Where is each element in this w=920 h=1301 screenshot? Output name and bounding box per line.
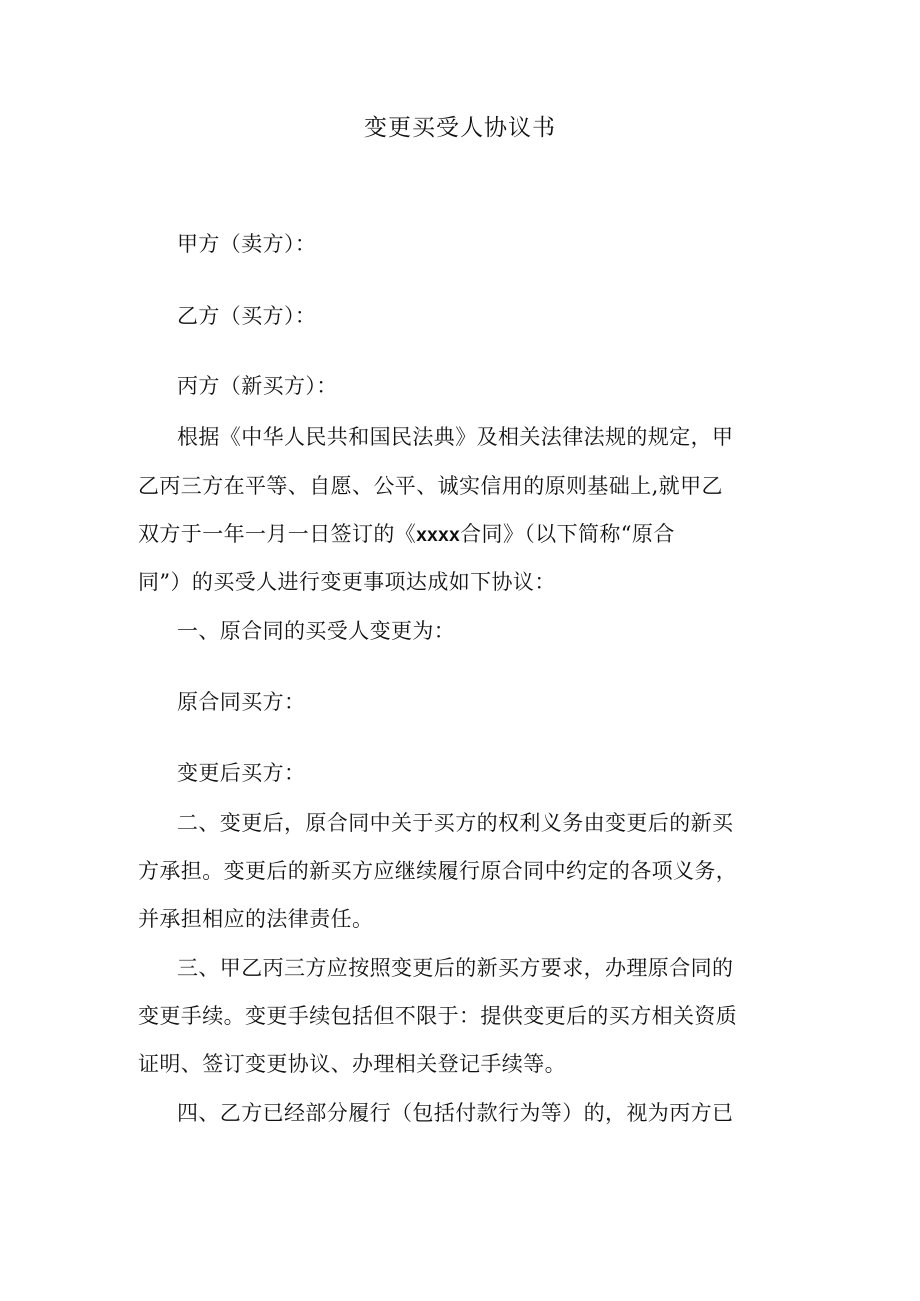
intro-line-3-prefix: 双方于一年一月一日签订的《: [138, 522, 417, 546]
contract-name-placeholder: xxxx: [416, 525, 461, 546]
clause-2-line-1: 二、变更后，原合同中关于买方的权利义务由变更后的新买: [177, 811, 734, 835]
new-buyer-line: 变更后买方：: [177, 761, 306, 785]
clause-3-line-3: 证明、签订变更协议、办理相关登记手续等。: [138, 1052, 566, 1076]
intro-line-1: 根据《中华人民共和国民法典》及相关法律法规的规定，甲: [177, 425, 734, 449]
clause-1-heading: 一、原合同的买受人变更为：: [177, 619, 456, 643]
intro-line-2: 乙丙三方在平等、自愿、公平、诚实信用的原则基础上,就甲乙: [138, 474, 723, 498]
document-title: 变更买受人协议书: [364, 115, 556, 141]
clause-2-line-3: 并承担相应的法律责任。: [138, 907, 374, 931]
clause-3-line-1: 三、甲乙丙三方应按照变更后的新买方要求，办理原合同的: [177, 956, 734, 980]
original-buyer-line: 原合同买方：: [177, 690, 306, 714]
party-c-line: 丙方（新买方）：: [177, 374, 338, 398]
clause-3-line-2: 变更手续。变更手续包括但不限于：提供变更后的买方相关资质: [138, 1004, 738, 1028]
intro-line-3: [138, 518, 675, 552]
clause-4-line-1: 四、乙方已经部分履行（包括付款行为等）的，视为丙方已: [177, 1101, 734, 1125]
party-b-line: 乙方（买方）：: [177, 304, 317, 328]
intro-line-3-suffix: 合同》（以下简称“原合: [460, 522, 675, 546]
party-a-line: 甲方（卖方）：: [177, 232, 317, 256]
intro-line-4: 同”）的买受人进行变更事项达成如下协议：: [138, 570, 556, 594]
clause-2-line-2: 方承担。变更后的新买方应继续履行原合同中约定的各项义务，: [138, 859, 738, 883]
